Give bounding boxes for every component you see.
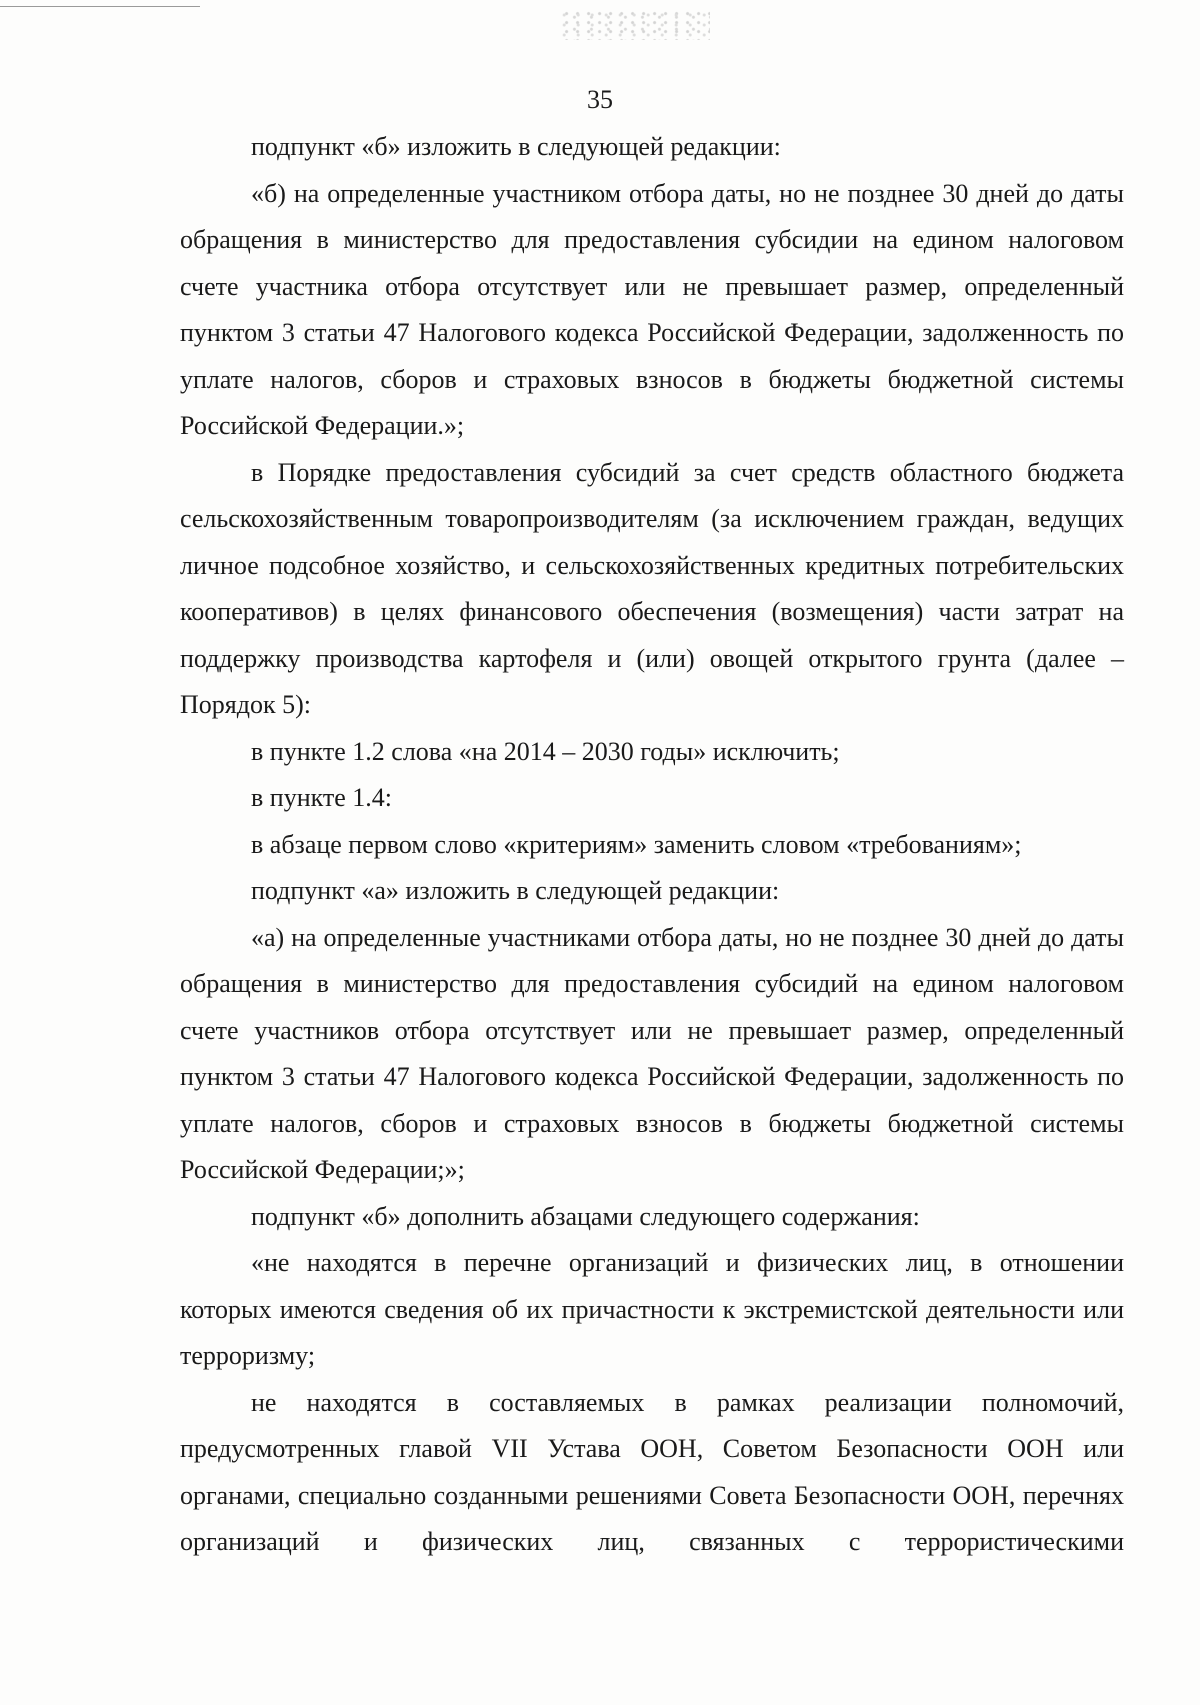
scan-artifact-noise [560,10,710,40]
scan-artifact-line [0,6,200,7]
paragraph-continued: не находятся в составляемых в рамках реализации полномочий, предусмотренных главой VII Устава ООН, Советом Безопасности ООН или органами, специально созданными решениями Совета Безопасности ООН, перечнях организаций и физических лиц, связанных с террористическими [180,1387,1124,1556]
paragraph: подпункт «а» изложить в следующей редакции: [251,876,780,905]
paragraph: «не находятся в перечне организаций и физических лиц, в отношении которых имеются сведения об их причастности к экстремистской деятельности или терроризму; [180,1248,1124,1370]
document-body [180,124,1124,1566]
paragraph: «б) на определенные участником отбора даты, но не позднее 30 дней до даты обращения в министерство для предоставления субсидии на едином налоговом счете участника отбора отсутствует или не превышает размер, определенный пунктом 3 статьи 47 Налогового кодекса Российской Федерации, задолженность по уплате налогов, сборов и страховых взносов в бюджеты бюджетной системы Российской Федерации.»; [180,178,1124,440]
paragraph: «а) на определенные участниками отбора даты, но не позднее 30 дней до даты обращения в министерство для предоставления субсидий на едином налоговом счете участников отбора отсутствует или не превышает размер, определенный пунктом 3 статьи 47 Налогового кодекса Российской Федерации, задолженность по уплате налогов, сборов и страховых взносов в бюджеты бюджетной системы Российской Федерации;»; [180,922,1124,1184]
paragraph: в Порядке предоставления субсидий за счет средств областного бюджета сельскохозяйственным товаропроизводителям (за исключением граждан, ведущих личное подсобное хозяйство, и сельскохозяйственных кредитных потребительских кооперативов) в целях финансового обеспечения (возмещения) части затрат на поддержку производства картофеля и (или) овощей открытого грунта (далее – Порядок 5): [180,457,1124,719]
paragraph: в абзаце первом слово «критериям» заменить словом «требованиям»; [251,829,1022,859]
page-number: 35 [587,85,613,114]
paragraph: подпункт «б» изложить в следующей редакции: [251,132,781,161]
paragraph: в пункте 1.4: [251,783,393,812]
paragraph: в пункте 1.2 слова «на 2014 – 2030 годы» исключить; [251,736,840,766]
paragraph: подпункт «б» дополнить абзацами следующего содержания: [251,1201,920,1231]
